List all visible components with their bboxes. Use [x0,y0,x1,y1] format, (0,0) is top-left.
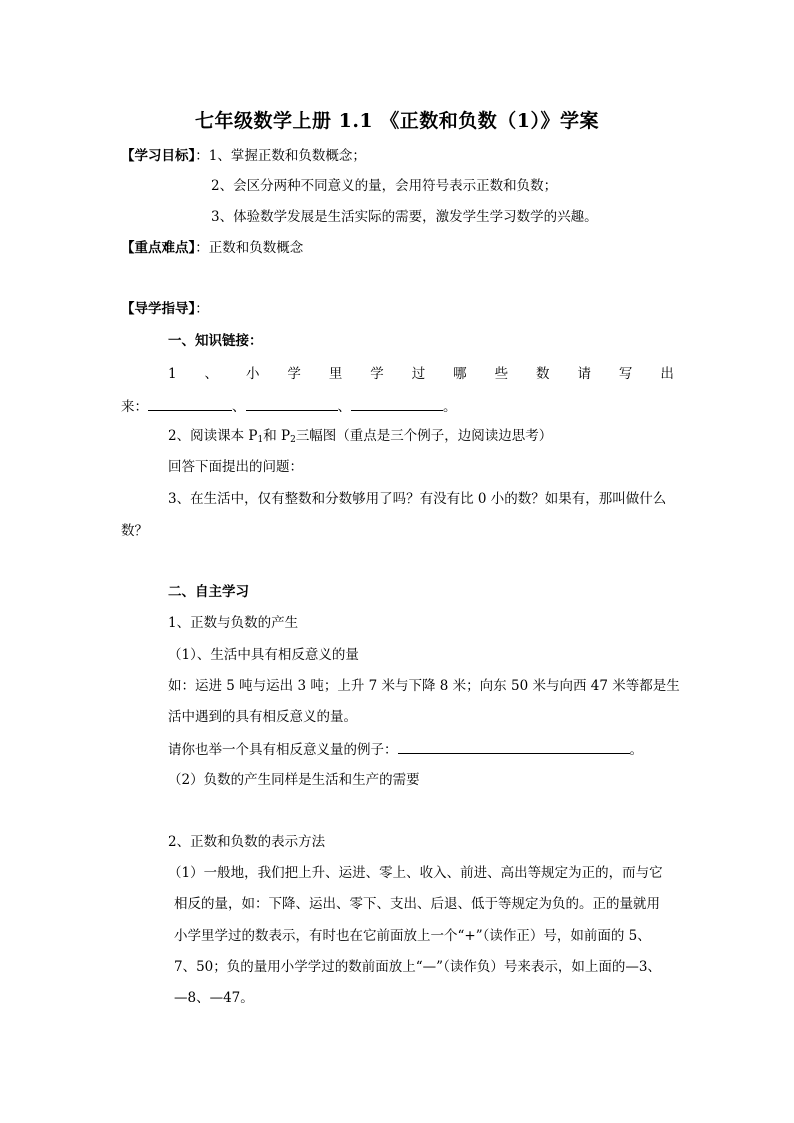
s2-ask-blank[interactable] [398,739,630,754]
objective-item-2: 2、会区分两种不同意义的量，会用符号表示正数和负数； [211,178,558,194]
s2-p1-1: （1）、生活中具有相反意义的量 [168,647,359,663]
s2-p2-1-line-1: （1）一般地，我们把上升、运进、零上、收入、前进、高出等规定为正的，而与它 [168,865,663,881]
q1-blank-1[interactable] [148,396,232,411]
objectives-label: 【学习目标】 [121,148,196,164]
guide-sep: ： [195,301,209,317]
q1-char: 些 [494,366,509,382]
page-title: 七年级数学上册 1.1 《正数和负数（1）》学案 [194,110,599,132]
q3-line-2: 数？ [121,523,148,539]
q2-subscript-1: 1 [257,435,264,445]
keypoints-label: 【重点难点】 [121,240,196,256]
q1-char: 出 [660,366,674,382]
q1-char: 写 [618,366,633,382]
q1-char: 过 [411,366,426,382]
s2-p2-1-line-2: 相反的量，如：下降、运出、零下、支出、后退、低于等规定为负的。正的量就用 [174,896,660,912]
q2-text-c: 三幅图（重点是三个例子，边阅读边思考） [295,428,553,444]
s2-p2-1-line-3: 小学里学过的数表示，有时也在它前面放上一个“+”（读作正）号，如前面的 5、 [174,928,651,944]
guide-label: 【导学指导】 [121,301,196,317]
q3-line-1: 3、在生活中，仅有整数和分数够用了吗？有没有比 0 小的数？如果有，那叫做什么 [168,491,667,507]
guide-line [121,299,209,319]
objective-item-1: 1、掌握正数和负数概念； [208,148,366,164]
q1-char: 数 [536,366,550,382]
q2-line [168,426,552,450]
q1-tail-prefix: 来： [121,399,148,415]
q1-char: 1 [168,366,177,382]
q1-sep-1: 、 [232,399,246,415]
q1-char: 、 [204,366,219,382]
section1-heading: 一、知识链接： [168,333,263,349]
keypoints-text: ：正数和负数概念 [195,240,304,256]
q2-follow: 回答下面提出的问题： [168,459,303,475]
q1-blank-3[interactable] [351,396,443,411]
s2-ask-text: 请你也举一个具有相反意义量的例子： [168,742,398,758]
q1-char: 小 [245,366,260,382]
q2-text-a: 2、阅读课本 P [168,428,258,444]
objectives-line-1 [121,146,366,166]
q2-subscript-2: 2 [290,435,296,445]
s2-example-line-2: 活中遇到的具有相反意义的量。 [168,709,357,725]
q1-spread-line [168,364,674,384]
section2-heading: 二、自主学习 [168,584,249,600]
q1-char: 哪 [453,366,467,382]
keypoints-line [121,238,303,258]
objective-item-3: 3、体验数学发展是生活实际的需要，激发学生学习数学的兴趣。 [211,209,598,225]
s2-ask-end: 。 [629,742,643,758]
s2-p1-2: （2）负数的产生同样是生活和生产的需要 [168,772,420,788]
s2-p2-1-line-4: 7、50；负的量用小学学过的数前面放上“—”（读作负）号来表示，如上面的—3、 [174,959,661,975]
q1-end: 。 [443,399,457,415]
q1-blank-2[interactable] [246,396,338,411]
s2-p2-1-line-5: —8、—47。 [174,990,254,1006]
q2-text-b: 和 P [263,428,291,444]
q1-char: 学 [370,366,384,382]
s2-example-line-1: 如：运进 5 吨与运出 3 吨；上升 7 米与下降 8 米；向东 50 米与向西 47 米等都是生 [168,678,680,694]
q1-char: 里 [328,366,343,382]
objectives-sep: ： [195,148,209,164]
s2-p1: 1、正数与负数的产生 [168,615,299,631]
q1-sep-2: 、 [337,399,351,415]
q1-char: 学 [287,366,301,382]
s2-ask-line [168,739,643,760]
q1-answer-line [121,396,457,417]
q1-char: 请 [577,366,591,382]
s2-p2: 2、正数和负数的表示方法 [168,834,326,850]
